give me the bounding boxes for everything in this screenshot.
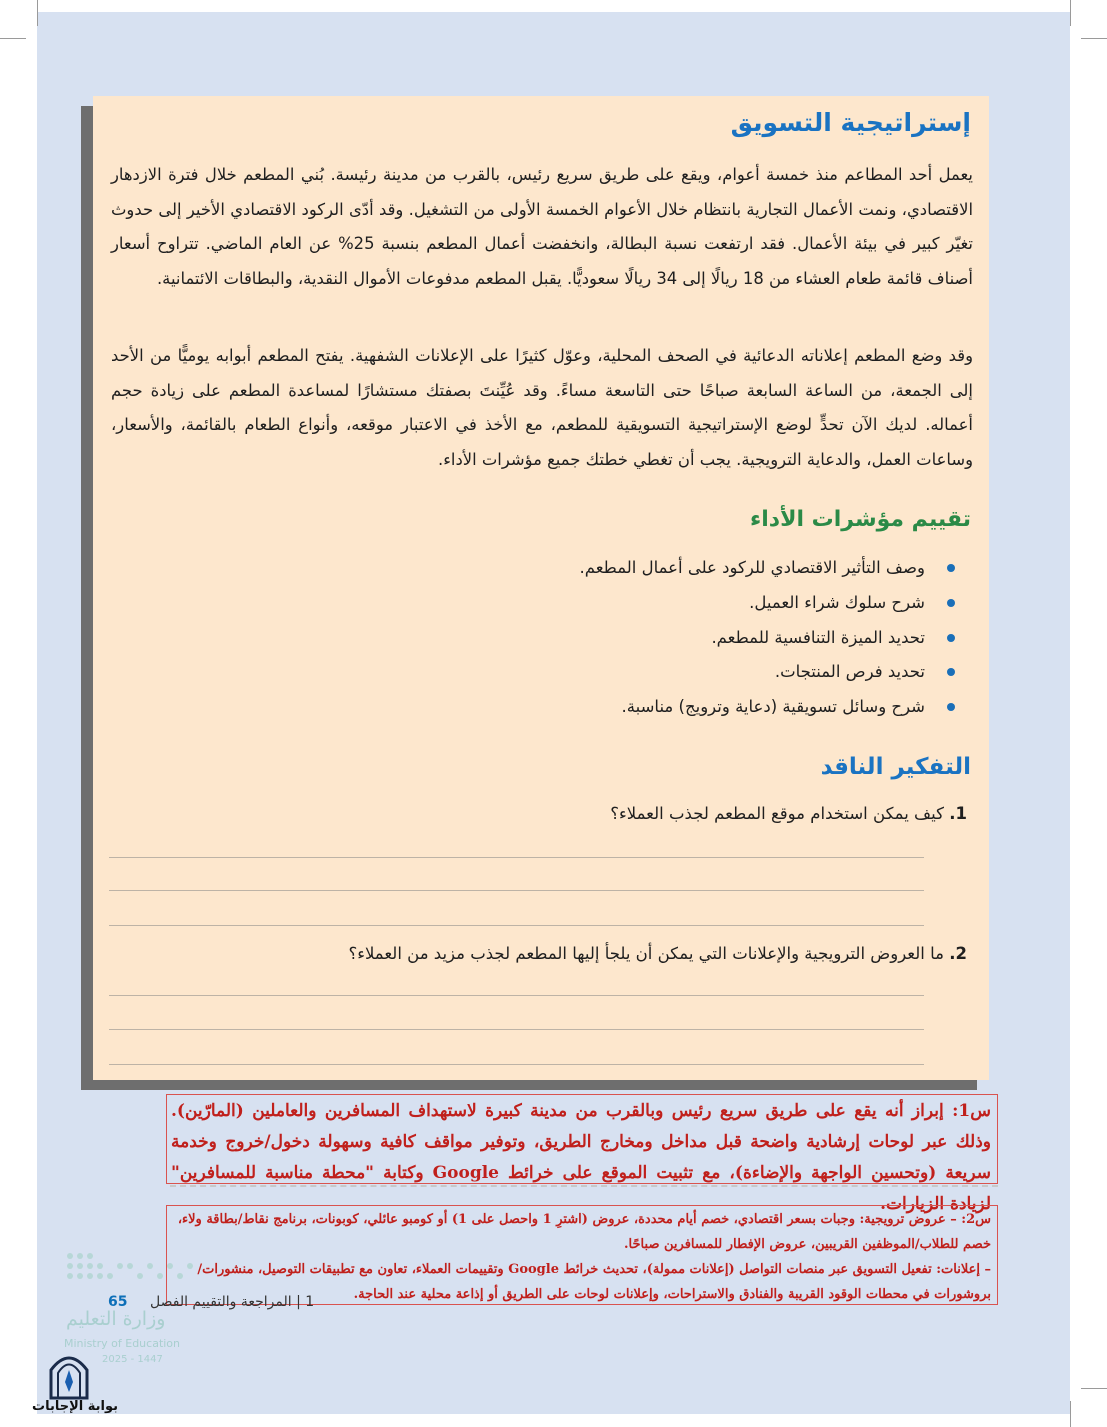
answer-box-2: س2: – عروض ترويجية: وجبات بسعر اقتصادي، خصم أيام محددة، عروض (اشترِ 1 واحصل على 1) أو كومبو عائلي، كوبونات، برنامج نقاط/بطاقة ولاء، خصم للطلاب/الموظفين القريبين، عروض الإفطار للمسافرين صباحًا. – إعلانات: تفعيل التسويق عبر منصات التواصل (إعلانات ممولة)، تحديث خرائط Google وتقييمات العملاء، تعاون مع تطبيقات التوصيل، منشورات/بروشورات في محطات الوقود القريبة والفنادق والاستراحات، وإعلانات لوحات على الطريق أو إذاعة محلية عند الحاجة. [166,1205,998,1305]
answer-line [109,1064,924,1065]
crop-mark [0,38,26,39]
bullet-dot-icon [947,634,955,642]
footer-chapter: 1 | المراجعة والتقييم الفصل [150,1294,315,1310]
answer-line [109,1029,924,1030]
crop-mark [1081,38,1107,39]
answer-box-1: س1: إبراز أنه يقع على طريق سريع رئيس وبالقرب من مدينة كبيرة لاستهداف المسافرين والعاملين (المارّين). وذلك عبر لوحات إرشادية واضحة قبل مداخل ومخارج الطريق، وتوفير مواقف كافية وسهولة دخول/خروج وخدمة سريعة (وتحسين الواجهة والإضاءة)، مع تثبيت الموقع على خرائط Google وكتابة "محطة مناسبة للمسافرين" لزيادة الزيارات. [166,1094,998,1184]
dashed-divider [170,1185,998,1187]
bullet-dot-icon [947,564,955,572]
bullet-dot-icon [947,599,955,607]
section-title: إستراتيجية التسويق [730,108,971,137]
crop-mark [1070,1401,1071,1427]
ministry-english-name: Ministry of Education [64,1337,181,1350]
list-item: شرح سلوك شراء العميل. [579,586,959,621]
ministry-year: 2025 - 1447 [102,1354,163,1365]
answer-line [109,925,924,926]
case-paragraph-1: يعمل أحد المطاعم منذ خمسة أعوام، ويقع على طريق سريع رئيس، بالقرب من مدينة رئيسة. بُني المطعم خلال فترة الازدهار الاقتصادي، ونمت الأعمال التجارية بانتظام خلال الأعوام الخمسة الأولى من التشغيل. وقد أدّى الركود الاقتصادي الأخير إلى حدوث تغيّر كبير في بيئة الأعمال. فقد ارتفعت نسبة البطالة، وانخفضت أعمال المطعم بنسبة 25% عن العام الماضي. تتراوح أسعار أصناف قائمة طعام العشاء من 18 ريالًا إلى 34 ريالًا سعوديًّا. يقبل المطعم مدفوعات الأموال النقدية، والبطاقات الائتمانية. [111,165,973,288]
case-paragraph-2: وقد وضع المطعم إعلاناته الدعائية في الصحف المحلية، وعوّل كثيرًا على الإعلانات الشفهية. يفتح المطعم أبوابه يوميًّا من الأحد إلى الجمعة، من الساعة السابعة صباحًا حتى التاسعة مساءً. وقد عُيِّنتَ بصفتك مستشارًا لمساعدة المطعم على زيادة حجم أعماله. لديك الآن تحدٍّ لوضع الإستراتيجية التسويقية للمطعم، مع الأخذ في الاعتبار موقعه، وأنواع الطعام بالقائمة، والأسعار، وساعات العمل، والدعاية الترويجية. يجب أن تغطي خطتك جميع مؤشرات الأداء. [111,346,973,469]
answer-line [109,995,924,996]
ministry-arabic-name: وزارة التعليم [66,1308,166,1330]
list-item: تحديد الميزة التنافسية للمطعم. [579,621,959,656]
answers-gate-logo-icon [45,1348,93,1400]
list-item: تحديد فرص المنتجات. [579,655,959,690]
question-2: 2. ما العروض الترويجية والإعلانات التي يمكن أن يلجأ إليها المطعم لجذب مزيد من العملاء؟ [348,944,967,963]
crop-mark [1081,1388,1107,1389]
kpi-list [579,551,959,725]
answer-line [109,890,924,891]
bullet-dot-icon [947,668,955,676]
list-item: شرح وسائل تسويقية (دعاية وترويج) مناسبة. [579,690,959,725]
crop-mark [1070,0,1071,26]
kpi-title: تقييم مؤشرات الأداء [749,507,971,532]
bullet-dot-icon [947,703,955,711]
page-number: 65 [108,1294,128,1310]
question-1: 1. كيف يمكن استخدام موقع المطعم لجذب العملاء؟ [610,804,967,823]
case-study-card [93,96,989,1080]
crop-mark [37,0,38,26]
answers-gate-logo-text: بوابة الإجابات [32,1399,118,1414]
list-item: وصف التأثير الاقتصادي للركود على أعمال المطعم. [579,551,959,586]
answer-line [109,857,924,858]
critical-thinking-title: التفكير الناقد [820,754,971,780]
